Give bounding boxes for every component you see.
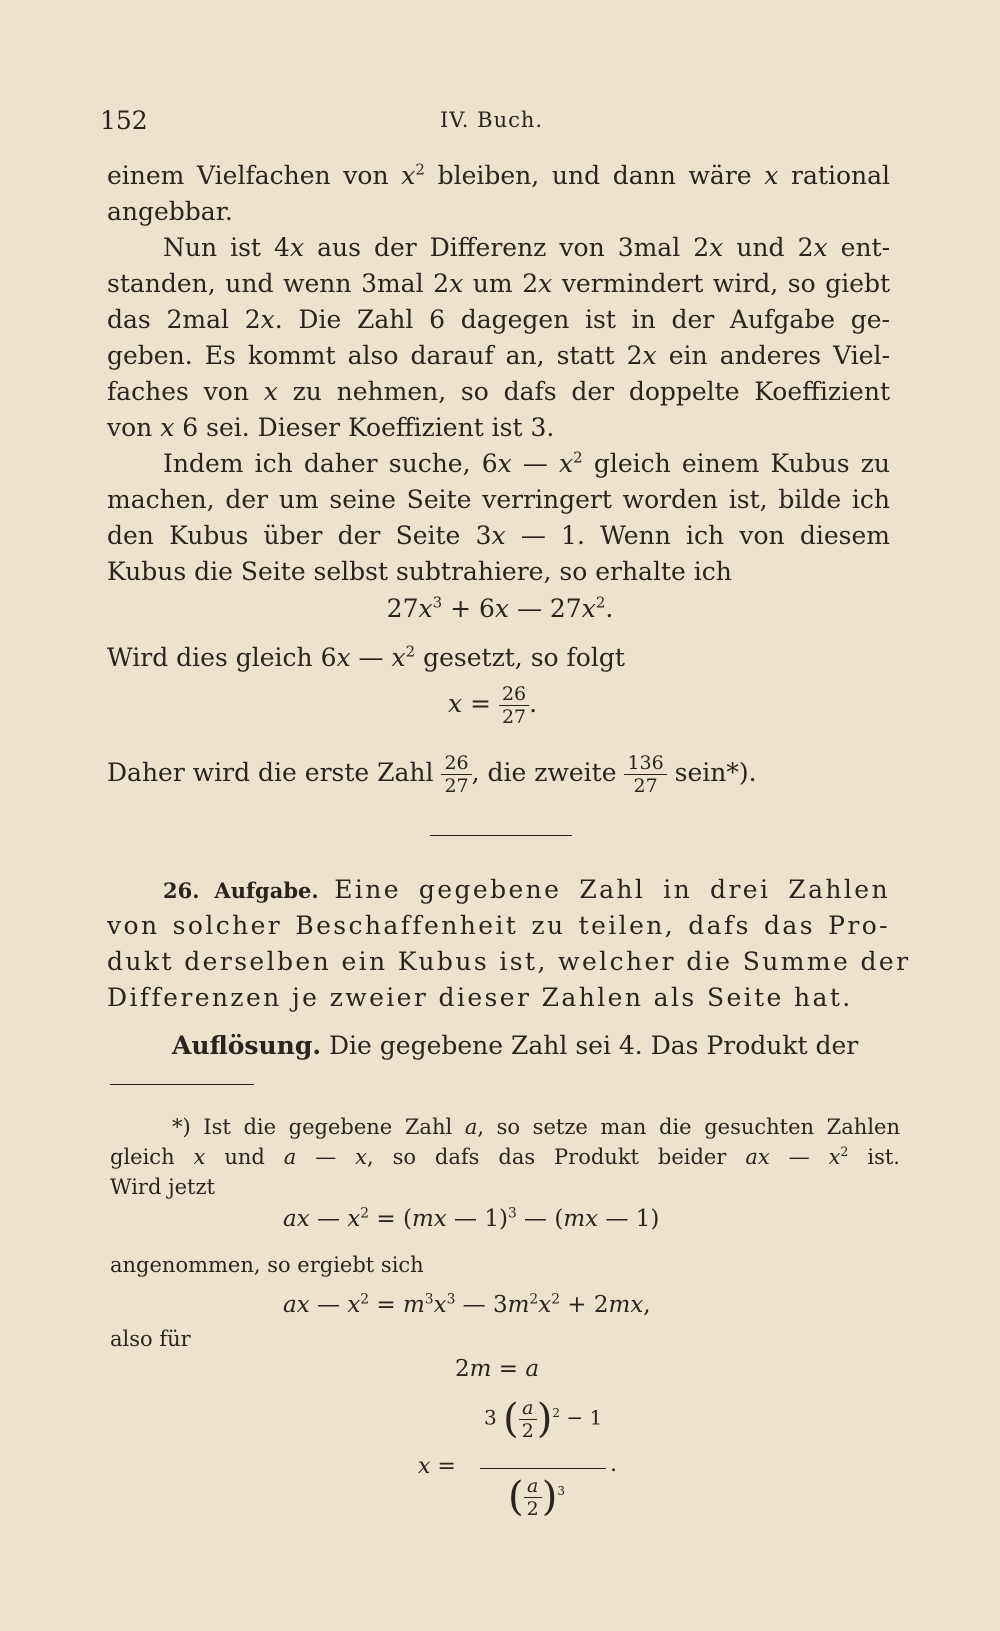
footnote-line: Wird jetzt (110, 1175, 215, 1199)
footnote-line: *) Ist die gegebene Zahl a, so setze man die gesuchten Zahlen (172, 1115, 900, 1139)
text-line: Auflösung. Die gegebene Zahl sei 4. Das Produkt der (172, 1031, 859, 1060)
solution-label: Auflösung. (172, 1031, 322, 1060)
equation-end: . (610, 1452, 617, 1477)
text-line: Kubus die Seite selbst subtrahiere, so erhalte ich (107, 557, 732, 586)
footnote-line: gleich x und a — x, so dafs das Produkt beider ax — $x^2$ ist. (110, 1144, 900, 1169)
text-line: angebbar. (107, 197, 233, 226)
equation-denominator: ( $\frac{a}{2}$ )$^3$ (508, 1474, 565, 1520)
fraction-bar (480, 1468, 606, 1469)
text-line: geben. Es kommt also darauf an, statt 2x ein anderes Viel- (107, 341, 891, 370)
equation-numerator: 3 ( $\frac{a}{2}$ )$^2$ − 1 (484, 1396, 603, 1442)
fraction: $\frac{26}{27}$ (441, 752, 471, 797)
section-divider (430, 835, 572, 836)
text-line: Wird dies gleich 6x — $x^2$ gesetzt, so folgt (107, 642, 625, 672)
equation-lhs: x = (418, 1454, 456, 1479)
text-line: den Kubus über der Seite 3x — 1. Wenn ich von diesem (107, 521, 890, 550)
text-line: einem Vielfachen von $x^2$ bleiben, und dann wäre x rational (107, 160, 890, 190)
text-line: von solcher Beschaffenheit zu teilen, dafs das Pro- (107, 911, 890, 940)
text-line: standen, und wenn 3mal 2x um 2x vermindert wird, so giebt (107, 269, 891, 298)
text-line: das 2mal 2x. Die Zahl 6 dagegen ist in der Aufgabe ge- (107, 305, 891, 334)
fraction: $\frac{a}{2}$ (519, 1397, 537, 1442)
problem-number: 26. Aufgabe. (163, 878, 319, 903)
text-line: von x 6 sei. Dieser Koeffizient ist 3. (107, 413, 555, 442)
running-head: IV. Buch. (440, 108, 544, 132)
text-line: Nun ist 4x aus der Differenz von 3mal 2x und 2x ent- (163, 233, 891, 262)
equation: ax — $x^2 = (mx$ — 1)$^3$ — (mx — 1) (283, 1205, 660, 1232)
footnote-line: angenommen, so ergiebt sich (110, 1253, 424, 1277)
equation: x = $\frac{26}{27}$ . (448, 683, 538, 728)
text-line: Daher wird die erste Zahl $\frac{26}{27}$ , die zweite $\frac{136}{27}$ sein*). (107, 752, 757, 797)
text-line: 26. Aufgabe. Eine gegebene Zahl in drei Zahlen (163, 875, 890, 904)
text-line: Indem ich daher suche, 6x — $x^2$ gleich einem Kubus zu (163, 448, 891, 478)
page-number: 152 (100, 106, 148, 135)
equation: 2m = a (455, 1356, 540, 1382)
text-line: faches von x zu nehmen, so dafs der doppelte Koeffizient (107, 377, 891, 406)
fraction: $\frac{26}{27}$ (499, 683, 529, 728)
text-line: dukt derselben ein Kubus ist, welcher die Summe der (107, 947, 911, 976)
text-line: machen, der um seine Seite verringert worden ist, bilde ich (107, 485, 890, 514)
equation: $27x^3 + 6x$ — $27x^2$. (386, 593, 614, 623)
fraction: $\frac{a}{2}$ (524, 1475, 542, 1520)
footnote-line: also für (110, 1327, 191, 1351)
equation: ax — $x^2 = m^3x^3$ — $3m^2x^2 + 2mx$, (283, 1291, 651, 1318)
text-line: Differenzen je zweier dieser Zahlen als Seite hat. (107, 983, 853, 1012)
footnote-divider (110, 1084, 254, 1085)
fraction: $\frac{136}{27}$ (624, 752, 666, 797)
